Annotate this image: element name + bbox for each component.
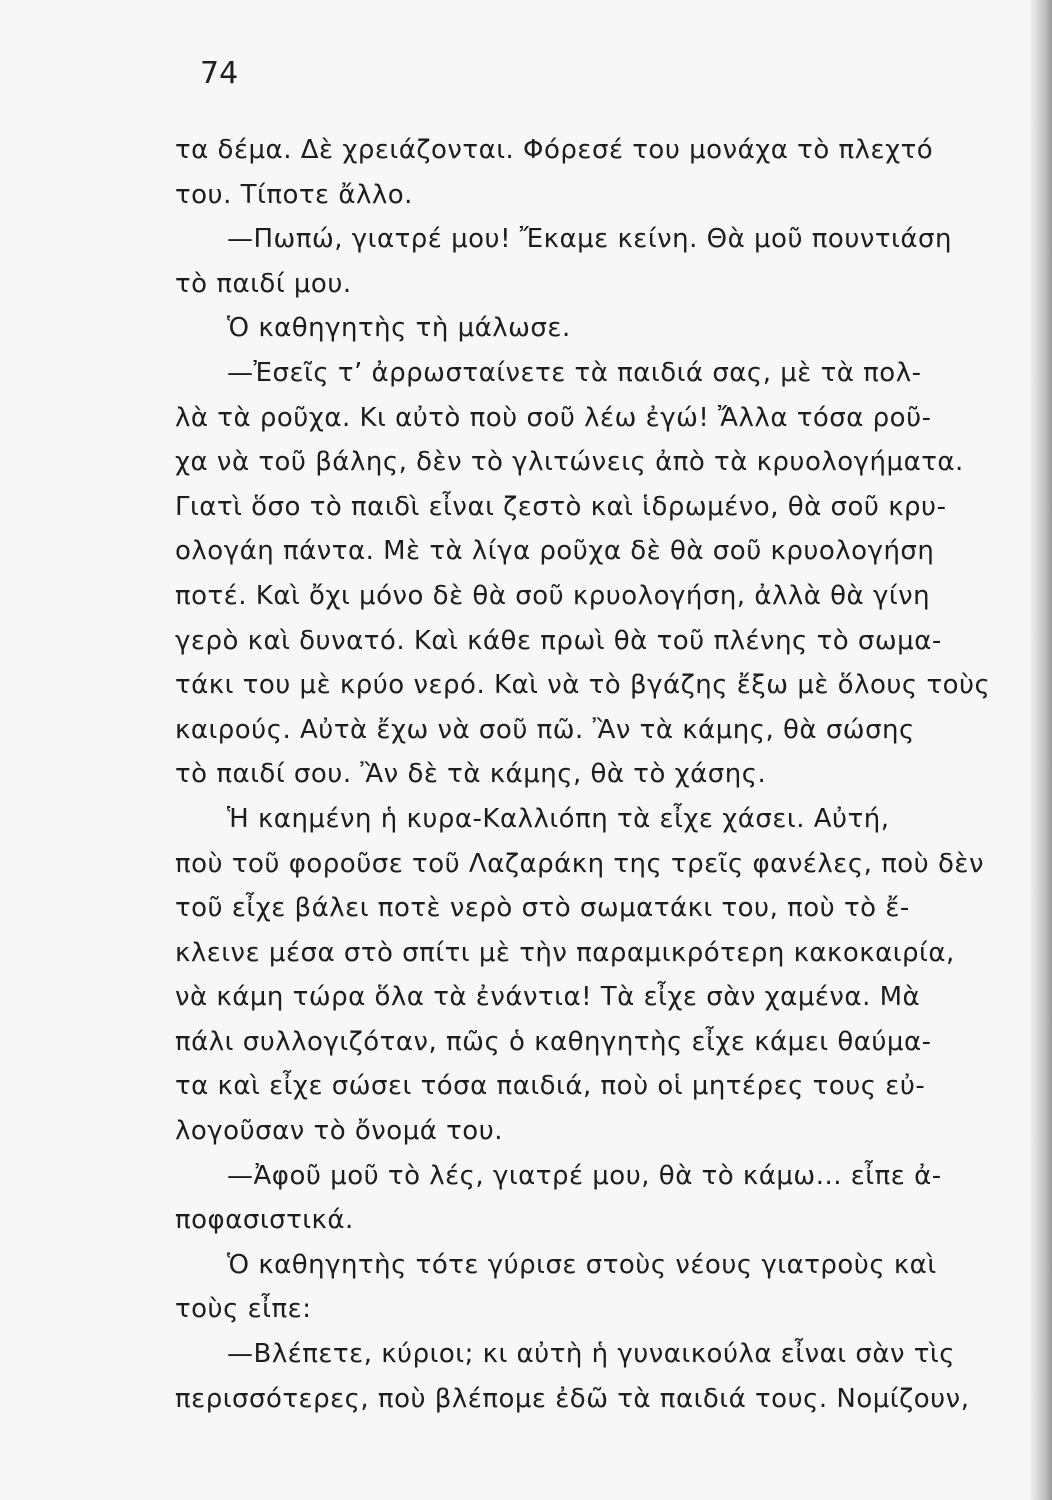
text-line: Ὁ καθηγητὴς τότε γύρισε στοὺς νέους γιατροὺς καὶ (227, 1249, 937, 1280)
page-number: 74 (200, 56, 239, 91)
text-line: νὰ κάμη τώρα ὅλα τὰ ἐνάντια! Τὰ εἶχε σὰν χαμένα. Μὰ (175, 982, 921, 1013)
text-line: Γιατὶ ὅσο τὸ παιδὶ εἶναι ζεστὸ καὶ ἱδρωμένο, θὰ σοῦ κρυ- (175, 491, 947, 522)
text-line: ποὺ τοῦ φοροῦσε τοῦ Λαζαράκη της τρεῖς φανέλες, ποὺ δὲν (175, 848, 984, 879)
text-line: καιρούς. Αὐτὰ ἔχω νὰ σοῦ πῶ. Ἂν τὰ κάμης, θὰ σώσης (175, 714, 915, 745)
text-line: τὸ παιδί σου. Ἂν δὲ τὰ κάμης, θὰ τὸ χάσης. (175, 759, 767, 790)
text-line: του. Τίποτε ἄλλο. (175, 179, 413, 210)
text-line: τὸ παιδί μου. (175, 268, 352, 299)
text-line: —Πωπώ, γιατρέ μου! Ἔκαμε κείνη. Θὰ μοῦ πουντιάση (227, 224, 952, 255)
text-line: κλεινε μέσα στὸ σπίτι μὲ τὴν παραμικρότερη κακοκαιρία, (175, 937, 955, 968)
text-line: Ἡ καημένη ἡ κυρα-Καλλιόπη τὰ εἶχε χάσει. Αὐτή, (227, 803, 890, 834)
body-text (175, 128, 1025, 1421)
text-line: —Ἀφοῦ μοῦ τὸ λές, γιατρέ μου, θὰ τὸ κάμω... εἶπε ἀ- (227, 1160, 942, 1191)
page-edge-shadow (1030, 0, 1052, 1500)
text-line: περισσότερες, ποὺ βλέπομε ἐδῶ τὰ παιδιά τους. Νομίζουν, (175, 1383, 970, 1414)
text-line: γερὸ καὶ δυνατό. Καὶ κάθε πρωὶ θὰ τοῦ πλένης τὸ σωμα- (175, 625, 942, 656)
text-line: τοῦ εἶχε βάλει ποτὲ νερὸ στὸ σωματάκι του, ποὺ τὸ ἔ- (175, 893, 910, 924)
text-line: Ὁ καθηγητὴς τὴ μάλωσε. (227, 313, 571, 344)
text-line: ποφασιστικά. (175, 1205, 354, 1236)
text-line: πάλι συλλογιζόταν, πῶς ὁ καθηγητὴς εἶχε κάμει θαύμα- (175, 1026, 932, 1057)
text-line: λὰ τὰ ροῦχα. Κι αὐτὸ ποὺ σοῦ λέω ἐγώ! Ἄλλα τόσα ροῦ- (175, 402, 932, 433)
text-line: τάκι του μὲ κρύο νερό. Καὶ νὰ τὸ βγάζης ἔξω μὲ ὅλους τοὺς (175, 670, 991, 701)
text-line: ολογάη πάντα. Μὲ τὰ λίγα ροῦχα δὲ θὰ σοῦ κρυολογήση (175, 536, 935, 567)
text-line: χα νὰ τοῦ βάλης, δὲν τὸ γλιτώνεις ἀπὸ τὰ κρυολογήματα. (175, 447, 964, 478)
text-line: —Ἐσεῖς τ’ ἀρρωσταίνετε τὰ παιδιά σας, μὲ τὰ πολ- (227, 357, 922, 388)
text-line: —Βλέπετε, κύριοι; κι αὐτὴ ἡ γυναικούλα εἶναι σὰν τὶς (227, 1339, 955, 1370)
text-line: ποτέ. Καὶ ὄχι μόνο δὲ θὰ σοῦ κρυολογήση, ἀλλὰ θὰ γίνη (175, 580, 931, 611)
text-line: τα δέμα. Δὲ χρειάζονται. Φόρεσέ του μονάχα τὸ πλεχτό (175, 135, 934, 165)
text-line: τοὺς εἶπε: (175, 1294, 312, 1325)
text-line: λογοῦσαν τὸ ὄνομά του. (175, 1116, 504, 1147)
text-line: τα καὶ εἶχε σώσει τόσα παιδιά, ποὺ οἱ μητέρες τους εὐ- (175, 1071, 926, 1102)
